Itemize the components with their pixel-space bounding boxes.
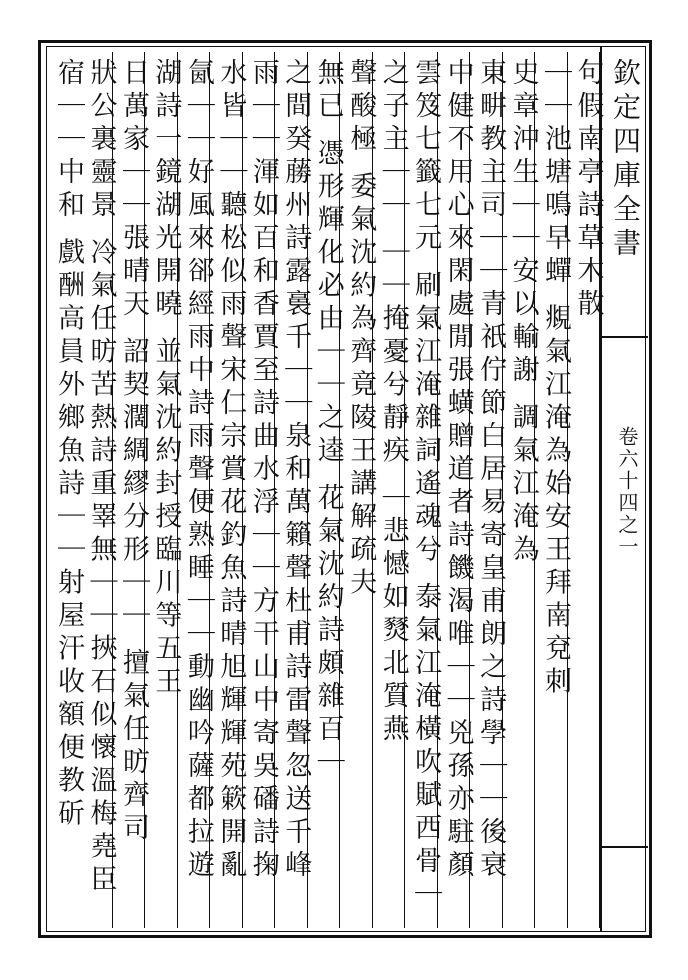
- column-text: 雨｜｜渾如百和香賈至詩曲水浮｜｜方干山中寄吳磻詩掬: [247, 58, 279, 883]
- column-text: 湖詩一鏡湖光開曉 並氣沈約封授臨川等五王: [150, 58, 182, 700]
- column-text: 之子主｜｜ ｜｜掩憂兮靜疾 ｜悲憾如燹北質燕: [377, 58, 409, 748]
- column-text: 雲笈七籤七元 刷氣江淹雜詞遙魂兮 泰氣江淹橫吹賦西骨｜: [410, 58, 442, 913]
- column-text: 句假南亭詩草木散: [572, 58, 604, 322]
- column-text: 聲酸極 委氣沈約為齊竟陵王講解疏夫: [345, 58, 377, 601]
- column-text: 東畊教主司｜｜青祇佇節白居易寄皇甫朗之詩學｜｜後衰: [475, 58, 507, 883]
- column-text: 中健不用心來閑處閒張蟥贈道者詩饑渴唯｜｜兇孫亦駐顏: [442, 58, 474, 883]
- running-head: [600, 46, 646, 932]
- column-text: 宿｜｜中和 戲酬高員外鄉魚詩｜｜射屋汗收額便教斫: [53, 58, 84, 832]
- fishtail-divider: [602, 336, 648, 338]
- column-text: 史章沖生｜｜安以輸謝 調氣江淹為: [507, 58, 539, 568]
- column-text: ｜｜池塘鳴早蟬 覜氣江淹為始安王拜南兗刺: [540, 58, 572, 700]
- column-text: 之間癸蕂州詩露裛千｜｜泉和萬籟聲杜甫詩雷聲忽送千峰: [280, 58, 312, 883]
- column-text: 水皆｜｜聽松似雨聲宋仁宗賞花釣魚詩晴旭輝輝苑簌開亂: [215, 58, 247, 883]
- text-column: [48, 52, 84, 928]
- column-text: 日萬家｜｜張晴天 詔契濶綢繆分形｜｜ 擅氣任昉齊司: [117, 58, 149, 847]
- column-text: 氤｜｜好風來郤經雨中詩雨聲便熟睡｜｜動幽吟薩都拉遊: [182, 58, 214, 883]
- fishtail-divider: [602, 846, 648, 848]
- column-text: 狀公裏靈景 冷氣任昉苦熱詩重睪無｜｜挾石似懷溫梅堯臣: [85, 58, 117, 898]
- column-text: 無已 憑形輝化必由｜｜之逵 花氣沈約詩頗雜百｜: [312, 58, 344, 781]
- juan-label: 卷六十四之一: [615, 426, 639, 558]
- book-title: 欽定四庫全書: [609, 58, 642, 262]
